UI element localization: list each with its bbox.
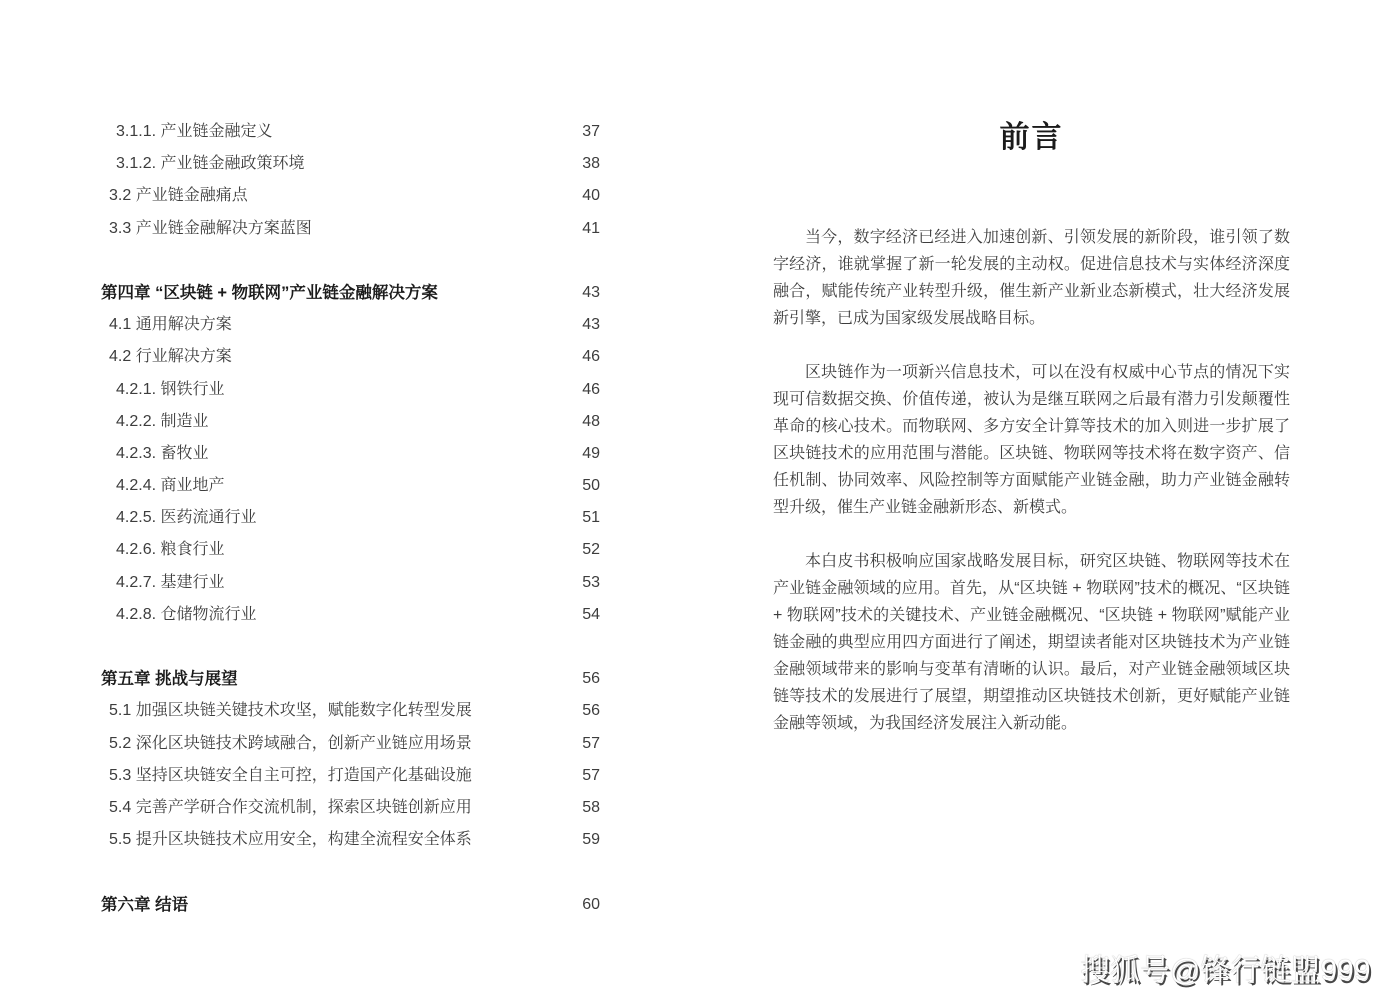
- toc-entry-page: 43: [582, 283, 600, 301]
- toc-group-gap: [101, 631, 600, 663]
- toc-entry-page: 59: [582, 831, 600, 849]
- preface-paragraph: 区块链作为一项新兴信息技术，可以在没有权威中心节点的情况下实现可信数据交换、价值传递，被认为是继互联网之后最有潜力引发颠覆性革命的核心技术。而物联网、多方安全计算等技术的加入则进一步扩展了区块链技术的应用范围与潜能。区块链、物联网等技术将在数字资产、信任机制、协同效率、风险控制等方面赋能产业链金融，助力产业链金融转型升级，催生产业链金融新形态、新模式。: [773, 364, 1290, 516]
- toc-entry: [101, 341, 600, 373]
- toc-entry-page: 60: [582, 895, 600, 913]
- preface-title: 前言: [999, 121, 1064, 154]
- toc-entry-page: 37: [582, 123, 600, 140]
- preface-paragraph: 当今，数字经济已经进入加速创新、引领发展的新阶段，谁引领了数字经济，谁就掌握了新一轮发展的主动权。促进信息技术与实体经济深度融合，赋能传统产业转型升级，催生新产业新业态新模式，壮大经济发展新引擎，已成为国家级发展战略目标。: [773, 229, 1290, 327]
- toc-entry-label: 4.2 行业解决方案: [109, 348, 232, 366]
- toc-entry-label: 5.2 深化区块链技术跨域融合，创新产业链应用场景: [109, 734, 472, 752]
- toc-entry-page: 49: [582, 444, 600, 462]
- toc-entry: [101, 309, 600, 341]
- toc-entry: [101, 406, 600, 438]
- toc-entry: [101, 438, 600, 470]
- toc-entry-label: 第六章 结语: [101, 895, 189, 914]
- toc-entry-page: 52: [582, 541, 600, 559]
- toc-chapter-entry: [101, 277, 600, 309]
- toc-entry-page: 48: [582, 412, 600, 430]
- toc-entry-label: 4.2.6. 粮食行业: [116, 541, 225, 559]
- preface-page: [773, 121, 1290, 737]
- toc-entry-page: 43: [582, 316, 600, 334]
- toc-entry-page: 46: [582, 380, 600, 398]
- toc-entry: [101, 374, 600, 406]
- toc-entry-label: 5.5 提升区块链技术应用安全，构建全流程安全体系: [109, 831, 472, 849]
- toc-entry: [101, 792, 600, 824]
- toc-entry-label: 4.2.5. 医药流通行业: [116, 509, 257, 527]
- toc-entry-page: 57: [582, 766, 600, 784]
- toc-entry-label: 3.1.1. 产业链金融定义: [116, 123, 273, 140]
- toc-chapter-entry: [101, 663, 600, 695]
- toc-entry: [101, 116, 600, 148]
- toc-entry-label: 5.4 完善产学研合作交流机制，探索区块链创新应用: [109, 798, 472, 816]
- sohu-watermark: 搜狐号@锋行链盟999: [1080, 954, 1371, 987]
- toc-entry-page: 54: [582, 605, 600, 623]
- toc-entry-label: 第五章 挑战与展望: [101, 670, 238, 689]
- toc-entry-page: 56: [582, 702, 600, 720]
- toc-entry: [101, 534, 600, 566]
- toc-entry: [101, 728, 600, 760]
- preface-paragraph: 本白皮书积极响应国家战略发展目标，研究区块链、物联网等技术在产业链金融领域的应用。首先，从“区块链 + 物联网”技术的概况、“区块链 + 物联网”技术的关键技术、产业链金融概况、“区块链 + 物联网”赋能产业链金融的典型应用四方面进行了阐述，期望读者能对区块链技术为产业链金融领域带来的影响与变革有清晰的认识。最后，对产业链金融领域区块链等技术的发展进行了展望，期望推动区块链技术创新，更好赋能产业链金融等领域，为我国经济发展注入新动能。: [773, 553, 1290, 732]
- toc-entry-label: 4.2.4. 商业地产: [116, 477, 225, 495]
- toc-entry-page: 46: [582, 348, 600, 366]
- toc-entry: [101, 599, 600, 631]
- toc-entry-page: 51: [582, 509, 600, 527]
- toc-entry-label: 4.2.8. 仓储物流行业: [116, 605, 257, 623]
- toc-entry-page: 40: [582, 187, 600, 205]
- toc-entry-page: 50: [582, 477, 600, 495]
- toc-entry: [101, 502, 600, 534]
- toc-entry-label: 3.3 产业链金融解决方案蓝图: [109, 219, 312, 237]
- toc-entry-label: 4.2.3. 畜牧业: [116, 444, 209, 462]
- toc-entry-page: 38: [582, 155, 600, 173]
- toc-entry-label: 第四章 “区块链 + 物联网”产业链金融解决方案: [101, 283, 438, 302]
- toc-group-gap: [101, 245, 600, 277]
- toc-entry-label: 5.1 加强区块链关键技术攻坚，赋能数字化转型发展: [109, 702, 472, 720]
- toc-entry-page: 57: [582, 734, 600, 752]
- toc-entry-label: 5.3 坚持区块链安全自主可控，打造国产化基础设施: [109, 766, 472, 784]
- toc-entry: [101, 470, 600, 502]
- toc-group-gap: [101, 856, 600, 888]
- toc-entry: [101, 695, 600, 727]
- toc-entry-label: 3.2 产业链金融痛点: [109, 187, 248, 205]
- toc-entry: [101, 567, 600, 599]
- toc-entry-page: 41: [582, 219, 600, 237]
- toc-entry-label: 4.1 通用解决方案: [109, 316, 232, 334]
- toc-entry: [101, 180, 600, 212]
- toc-entry: [101, 148, 600, 180]
- toc-entry-label: 4.2.7. 基建行业: [116, 573, 225, 591]
- toc-entry: [101, 824, 600, 856]
- toc-entry-page: 56: [582, 670, 600, 688]
- toc-entry-label: 4.2.1. 钢铁行业: [116, 380, 225, 398]
- toc-entry-page: 58: [582, 798, 600, 816]
- toc-entry: [101, 760, 600, 792]
- toc-entry-page: 53: [582, 573, 600, 591]
- toc-entry-label: 4.2.2. 制造业: [116, 412, 209, 430]
- table-of-contents: [101, 116, 600, 921]
- toc-chapter-entry: [101, 889, 600, 921]
- toc-entry-label: 3.1.2. 产业链金融政策环境: [116, 155, 305, 173]
- toc-entry: [101, 213, 600, 245]
